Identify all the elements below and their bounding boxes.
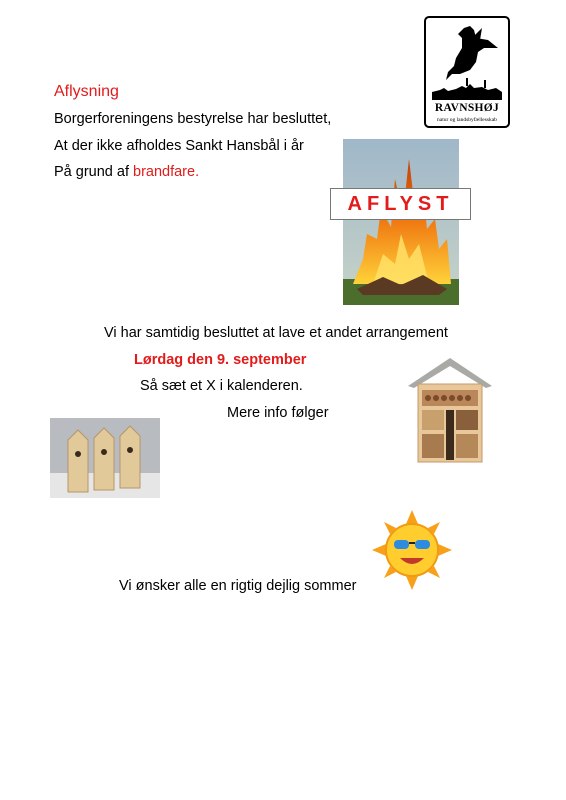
ravnshoj-logo — [424, 16, 510, 128]
aflyst-label: AFLYST — [330, 188, 471, 220]
intro-line-2: At der ikke afholdes Sankt Hansbål i år — [54, 138, 304, 154]
raven-icon — [426, 18, 508, 102]
birdhouses-image — [50, 418, 160, 498]
logo-subtitle: natur og landsbyfællesskab — [437, 117, 497, 123]
sun-sunglasses-icon — [372, 510, 452, 590]
intro-line-1: Borgerforeningens bestyrelse har besluttet, — [54, 111, 332, 127]
page-title: Aflysning — [54, 83, 119, 100]
closing-message: Vi ønsker alle en rigtig dejlig sommer — [119, 578, 357, 594]
intro-line-3 — [54, 164, 199, 181]
bonfire-image — [343, 139, 459, 305]
event-line-4: Mere info følger — [227, 405, 329, 421]
brandfare-highlight: brandfare. — [133, 164, 200, 180]
intro-line-3-prefix: På grund af — [54, 164, 133, 180]
event-line-1: Vi har samtidig besluttet at lave et andet arrangement — [104, 325, 448, 341]
logo-name: RAVNSHØJ — [434, 102, 500, 114]
insect-hotel-image — [406, 356, 494, 464]
event-date: Lørdag den 9. september — [134, 352, 307, 368]
event-line-3: Så sæt et X i kalenderen. — [140, 378, 303, 394]
